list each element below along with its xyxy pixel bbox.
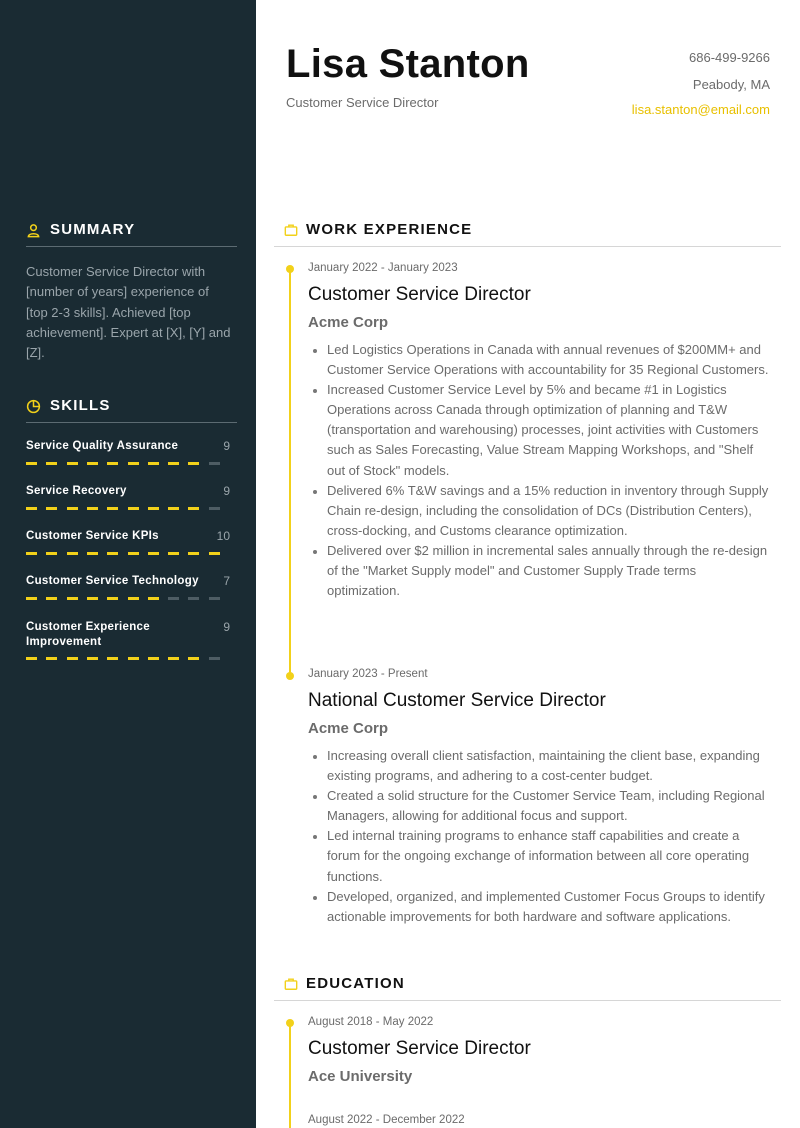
- education-entry: [308, 1016, 770, 1090]
- skill-segment-filled: [107, 657, 118, 660]
- skill-segment-filled: [128, 597, 139, 600]
- graduation-icon: [284, 977, 298, 991]
- list-item: Delivered 6% T&W savings and a 15% reduction in inventory through Supply Chain re-design, including the consolidation of DCs (Distribution Centers), cross-docking, and Customs clearance optimization.: [308, 481, 770, 541]
- skill-level: 9: [223, 439, 230, 453]
- list-item: Led Logistics Operations in Canada with annual revenues of $200MM+ and Customer Service Operations with accountability for 35 Regional Customers.: [308, 340, 770, 380]
- company-name: Acme Corp: [308, 720, 389, 737]
- achievement-list: [308, 340, 770, 601]
- summary-header: [26, 221, 237, 247]
- skill-segment-filled: [209, 552, 220, 555]
- skill-segment-filled: [188, 507, 199, 510]
- phone-number: 686-499-9266: [689, 50, 770, 65]
- skill-segment-filled: [107, 462, 118, 465]
- skill-level: 9: [223, 620, 230, 634]
- skill-segment-filled: [168, 462, 179, 465]
- briefcase-icon: [284, 223, 298, 237]
- sidebar: [0, 0, 256, 1128]
- skill-name: Customer Service KPIs: [26, 530, 159, 542]
- skill-segment-filled: [148, 507, 159, 510]
- timeline-dot: [286, 265, 294, 273]
- candidate-name: Lisa Stanton: [286, 42, 530, 86]
- company-name: Acme Corp: [308, 314, 389, 331]
- entry-date: January 2022 - January 2023: [308, 262, 458, 274]
- skills-title: SKILLS: [50, 397, 111, 414]
- skill-level-bar: [26, 507, 230, 510]
- skill-segment-filled: [168, 657, 179, 660]
- skill-level-bar: [26, 657, 230, 660]
- skill-segment-filled: [67, 657, 78, 660]
- skill-segment-filled: [67, 552, 78, 555]
- skill-segment-filled: [67, 507, 78, 510]
- skill-name: Service Recovery: [26, 485, 127, 497]
- skill-segment-filled: [46, 597, 57, 600]
- skill-segment-filled: [26, 507, 37, 510]
- skill-segment-filled: [87, 657, 98, 660]
- skill-level: 7: [223, 574, 230, 588]
- skill-segment-filled: [67, 462, 78, 465]
- achievement-list: [308, 746, 770, 927]
- summary-title: SUMMARY: [50, 221, 136, 238]
- timeline-dot: [286, 672, 294, 680]
- list-item: Increasing overall client satisfaction, maintaining the client base, expanding existing programs, and adhering to a cost-center budget.: [308, 746, 770, 786]
- skill-segment-empty: [168, 597, 179, 600]
- list-item: Delivered over $2 million in incremental sales annually through the re-design of the "Market Supply model" and Customer Supply Trade terms optimization.: [308, 541, 770, 601]
- skill-name: Customer Service Technology: [26, 575, 199, 587]
- skill-segment-filled: [26, 462, 37, 465]
- location: Peabody, MA: [692, 77, 770, 92]
- work-entry: [308, 262, 770, 601]
- school-name: Ace University: [308, 1068, 413, 1085]
- skills-header: [26, 397, 237, 423]
- skill-segment-filled: [46, 552, 57, 555]
- job-title: National Customer Service Director: [308, 690, 606, 711]
- skill-level-bar: [26, 462, 230, 465]
- skill-segment-filled: [46, 462, 57, 465]
- skill-segment-filled: [87, 507, 98, 510]
- skill-segment-filled: [26, 552, 37, 555]
- skill-name: Customer Experience Improvement: [26, 621, 150, 648]
- skill-segment-filled: [67, 597, 78, 600]
- entry-date: January 2023 - Present: [308, 668, 428, 680]
- skill-segment-filled: [188, 552, 199, 555]
- education-header: [274, 975, 781, 1001]
- skill-segment-empty: [209, 462, 220, 465]
- list-item: Developed, organized, and implemented Customer Focus Groups to identify actionable improvements for both hardware and software applications.: [308, 887, 770, 927]
- skill-segment-filled: [46, 657, 57, 660]
- user-icon: [26, 223, 41, 238]
- summary-text: Customer Service Director with [number of years] experience of [top 2-3 skills]. Achieved [top achievement]. Expert at [X], [Y] and [Z].: [26, 264, 231, 361]
- education-timeline-line: [289, 1022, 291, 1128]
- skill-segment-filled: [188, 462, 199, 465]
- email-link[interactable]: lisa.stanton@email.com: [631, 102, 770, 117]
- entry-date: August 2022 - December 2022: [308, 1114, 465, 1126]
- list-item: Created a solid structure for the Customer Service Team, including Regional Managers, allowing for additional focus and support.: [308, 786, 770, 826]
- skill-segment-empty: [209, 657, 220, 660]
- skill-segment-filled: [188, 657, 199, 660]
- timeline-dot: [286, 1019, 294, 1027]
- skill-segment-filled: [107, 507, 118, 510]
- skill-segment-filled: [148, 462, 159, 465]
- skill-level: 9: [223, 484, 230, 498]
- education-title: EDUCATION: [306, 975, 405, 992]
- skill-segment-filled: [128, 507, 139, 510]
- skill-segment-filled: [148, 657, 159, 660]
- skill-segment-filled: [87, 462, 98, 465]
- work-timeline-line: [289, 268, 291, 678]
- skill-segment-filled: [26, 657, 37, 660]
- candidate-role: Customer Service Director: [286, 95, 439, 110]
- list-item: Increased Customer Service Level by 5% and became #1 in Logistics Operations across Canada through optimization of planning and T&W (transportation and warehousing) processes, joint activities with Customers such as Sales Forecasting, Value Stream Mapping Workshops, and "Shelf out of Stock" models.: [308, 380, 770, 480]
- skill-level-bar: [26, 552, 230, 555]
- skill-segment-filled: [148, 552, 159, 555]
- job-title: Customer Service Director: [308, 284, 531, 305]
- skill-name: Service Quality Assurance: [26, 440, 179, 452]
- skill-segment-filled: [107, 552, 118, 555]
- degree-title: Customer Service Director: [308, 1038, 531, 1059]
- skill-segment-empty: [188, 597, 199, 600]
- skill-segment-filled: [87, 597, 98, 600]
- entry-date: August 2018 - May 2022: [308, 1016, 434, 1028]
- pie-chart-icon: [26, 399, 41, 414]
- work-entry: [308, 668, 770, 927]
- skill-level-bar: [26, 597, 230, 600]
- skill-segment-filled: [128, 462, 139, 465]
- skill-segment-empty: [209, 597, 220, 600]
- skill-segment-filled: [168, 552, 179, 555]
- skill-segment-empty: [209, 507, 220, 510]
- skill-segment-filled: [168, 507, 179, 510]
- education-entry: [308, 1114, 770, 1128]
- work-experience-header: [274, 221, 781, 247]
- skill-segment-filled: [148, 597, 159, 600]
- skill-segment-filled: [46, 507, 57, 510]
- skill-segment-filled: [107, 597, 118, 600]
- skill-segment-filled: [26, 597, 37, 600]
- skill-segment-filled: [128, 552, 139, 555]
- skill-level: 10: [216, 529, 230, 543]
- skill-segment-filled: [128, 657, 139, 660]
- skill-segment-filled: [87, 552, 98, 555]
- work-experience-title: WORK EXPERIENCE: [306, 221, 473, 238]
- list-item: Led internal training programs to enhance staff capabilities and create a forum for the ongoing exchange of information between all core operating functions.: [308, 826, 770, 886]
